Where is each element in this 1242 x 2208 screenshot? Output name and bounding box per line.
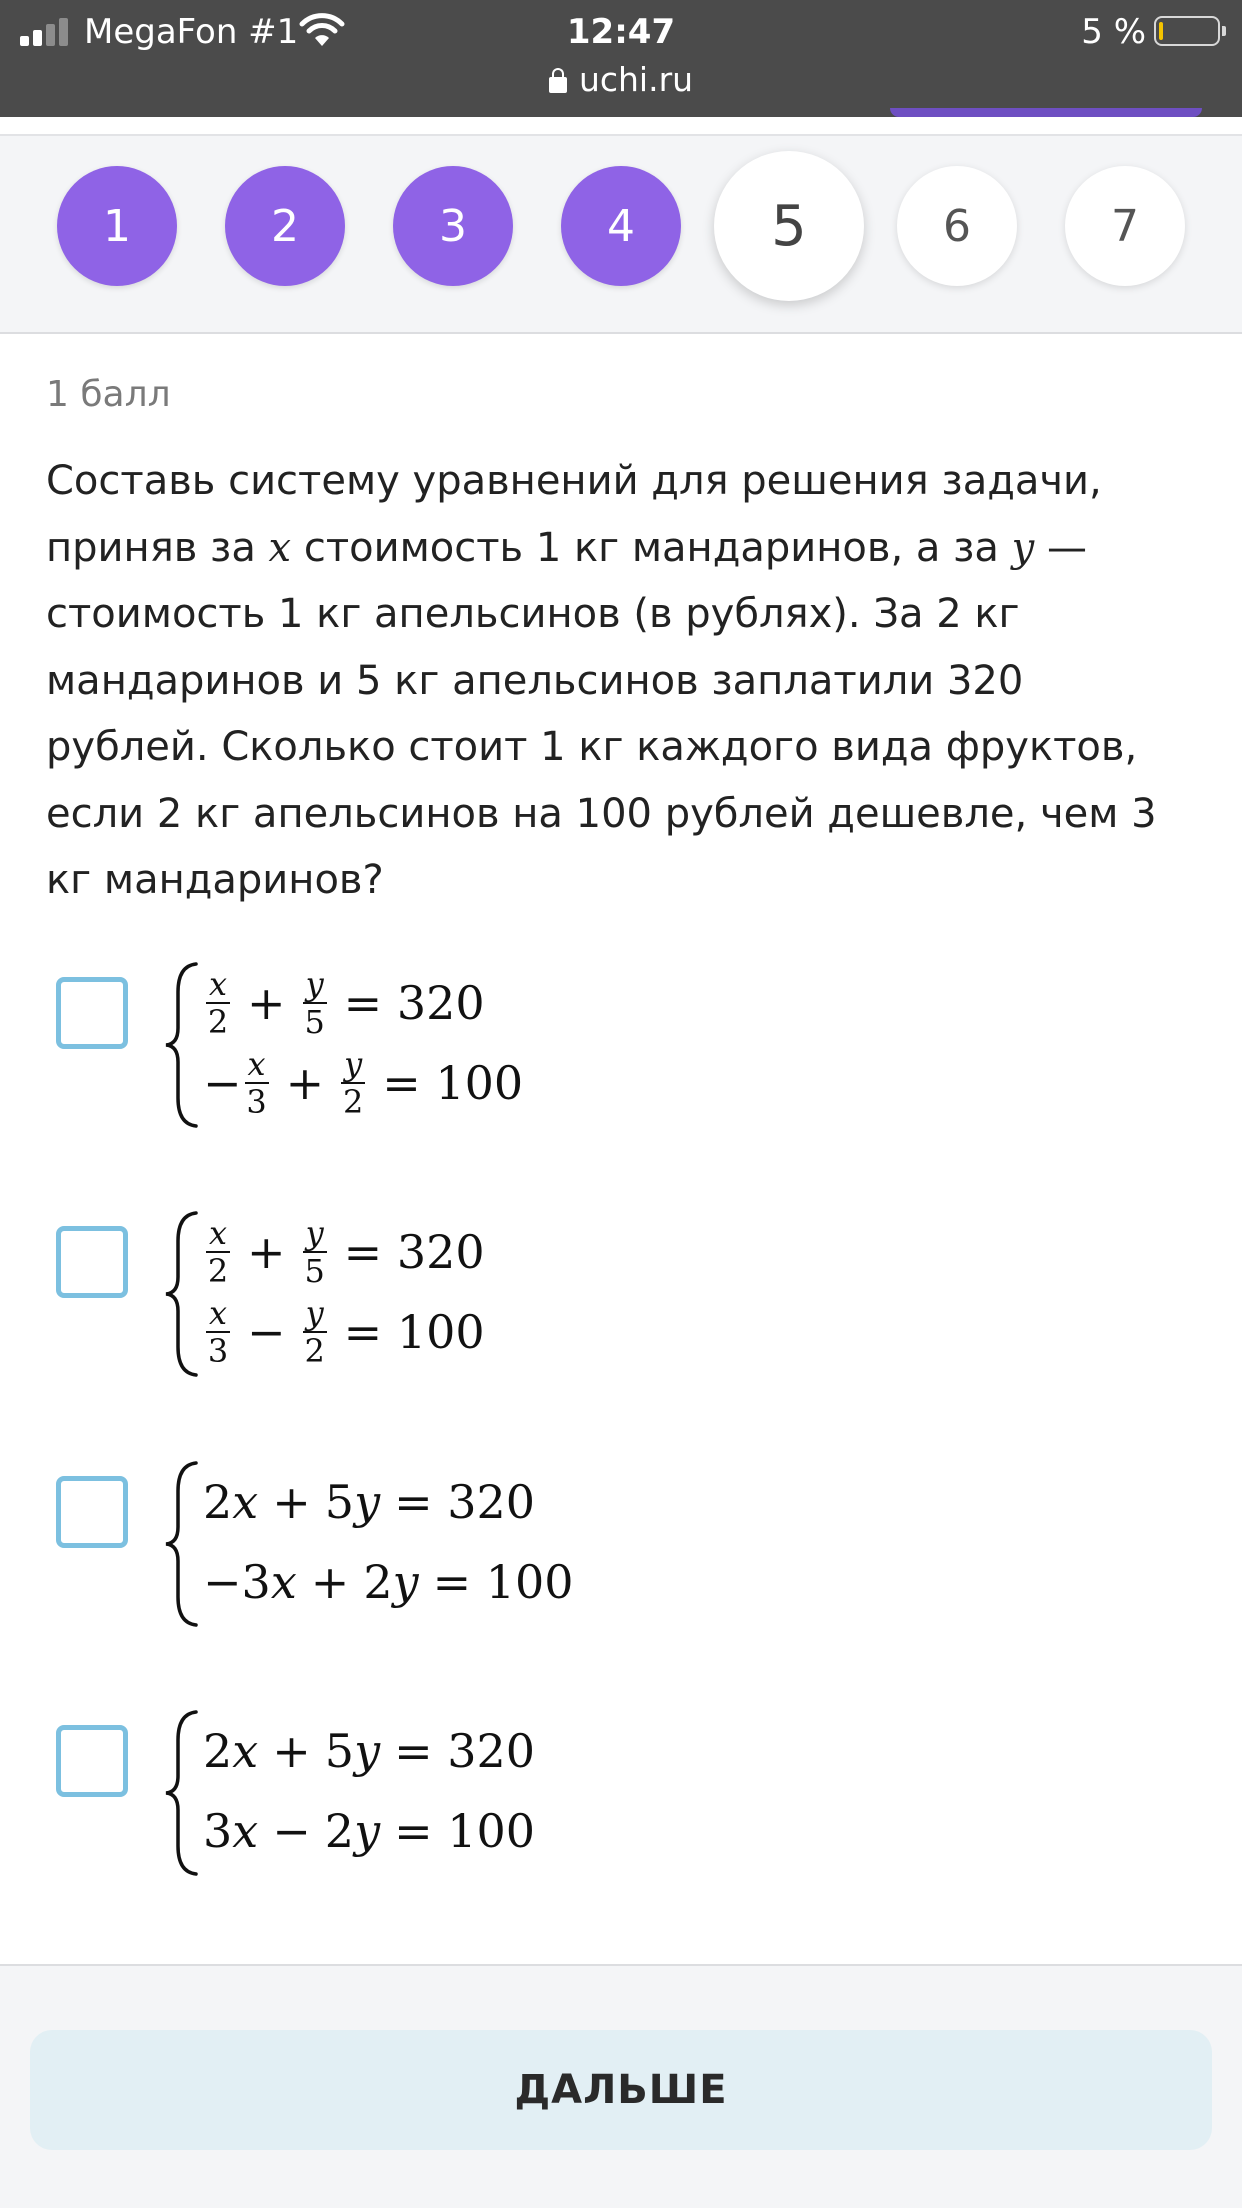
fraction (206, 965, 230, 1041)
answer-option-3[interactable] (0, 1459, 1242, 1649)
question-line: если 2 кг апельсинов на 100 рублей дешевле, чем 3 (46, 790, 1157, 837)
lock-icon (549, 77, 567, 93)
url-text: uchi.ru (578, 60, 694, 99)
brace-icon (162, 960, 204, 1130)
answer-option-4[interactable] (0, 1708, 1242, 1898)
brace-icon (162, 1209, 204, 1379)
right-hand-side: = 320 (343, 976, 485, 1030)
right-hand-side: = 320 (343, 1225, 485, 1279)
right-hand-side: = 100 (382, 1056, 524, 1110)
numerator: y (341, 1048, 365, 1084)
question-fragment: — (1034, 524, 1087, 571)
question-line: Составь систему уравнений для решения задачи, (46, 458, 1102, 504)
step-5-current[interactable]: 5 (714, 151, 864, 301)
brace-icon (162, 1459, 204, 1629)
numerator: x (206, 968, 230, 1004)
option-1-checkbox[interactable] (56, 977, 128, 1049)
variable: x (270, 1555, 297, 1609)
denominator: 3 (207, 1332, 229, 1370)
answer-option-1[interactable] (0, 960, 1242, 1150)
step-1[interactable]: 1 (57, 166, 177, 286)
operator: − (272, 1804, 311, 1858)
step-2[interactable]: 2 (225, 166, 345, 286)
equation-line (203, 1542, 574, 1622)
operator: + (310, 1555, 350, 1609)
question-line: рублей. Сколько стоит 1 кг каждого вида фруктов, (46, 724, 1138, 770)
equation-line (203, 1791, 535, 1871)
denominator: 2 (343, 1083, 364, 1121)
equation-line (203, 963, 485, 1043)
address-bar[interactable] (0, 58, 1242, 102)
equation-line (203, 1292, 485, 1372)
right-hand-side: = 100 (432, 1555, 574, 1609)
variable-y: y (1011, 524, 1035, 571)
coefficient: 3 (203, 1804, 233, 1858)
variable: x (232, 1804, 259, 1858)
operator: + (272, 1724, 311, 1778)
fraction (341, 1045, 365, 1121)
answer-option-2[interactable] (0, 1209, 1242, 1399)
denominator: 3 (246, 1083, 267, 1121)
equation-line (203, 1462, 535, 1542)
fraction (206, 1214, 230, 1290)
fraction (206, 1294, 230, 1370)
variable: y (354, 1724, 381, 1778)
step-3[interactable]: 3 (393, 166, 513, 286)
step-7[interactable]: 7 (1065, 166, 1185, 286)
question-fragment: стоимость 1 кг мандаринов, а за (291, 524, 1012, 571)
question-line: кг мандаринов? (46, 857, 384, 903)
numerator: x (206, 1217, 230, 1253)
numerator: x (245, 1048, 269, 1084)
question-line: мандаринов и 5 кг апельсинов заплатили 320 (46, 657, 1024, 704)
variable: x (232, 1724, 259, 1778)
option-2-checkbox[interactable] (56, 1226, 128, 1298)
variable: y (354, 1475, 381, 1529)
coefficient: 2 (203, 1475, 233, 1529)
coefficient: 2 (363, 1555, 393, 1609)
operator: + (285, 1056, 325, 1110)
operator: + (272, 1475, 311, 1529)
fraction (303, 965, 327, 1041)
fraction (303, 1294, 327, 1370)
coefficient: 2 (324, 1804, 355, 1858)
battery-icon (1154, 16, 1220, 46)
next-button[interactable]: ДАЛЬШЕ (30, 2030, 1212, 2150)
question-text (46, 448, 1206, 914)
denominator: 5 (304, 1003, 325, 1041)
carrier-name: MegaFon #1 (84, 12, 299, 52)
leading-sign: − (203, 1056, 242, 1110)
coefficient: −3 (203, 1555, 271, 1609)
numerator: y (303, 1297, 327, 1333)
coefficient: 5 (324, 1724, 355, 1778)
question-line (46, 515, 1206, 582)
denominator: 5 (304, 1252, 325, 1290)
right-hand-side: = 320 (394, 1475, 536, 1529)
brace-icon (162, 1708, 204, 1878)
variable: x (232, 1475, 259, 1529)
equation-line (203, 1043, 523, 1123)
fraction (303, 1214, 327, 1290)
variable: y (354, 1804, 381, 1858)
denominator: 2 (304, 1332, 325, 1370)
operator: − (247, 1305, 286, 1359)
numerator: y (303, 1217, 327, 1253)
fraction (245, 1045, 269, 1121)
header-button-edge (890, 108, 1202, 117)
operator: + (247, 976, 286, 1030)
right-hand-side: = 320 (394, 1724, 536, 1778)
step-navigator (0, 134, 1242, 334)
battery-percent: 5 % (1081, 12, 1146, 52)
coefficient: 5 (324, 1475, 355, 1529)
coefficient: 2 (203, 1724, 233, 1778)
denominator: 2 (207, 1252, 229, 1290)
option-4-checkbox[interactable] (56, 1725, 128, 1797)
step-4[interactable]: 4 (561, 166, 681, 286)
points-label: 1 балл (46, 374, 171, 415)
numerator: x (206, 1297, 230, 1333)
variable-x: x (268, 524, 292, 571)
right-hand-side: = 100 (343, 1305, 485, 1359)
operator: + (247, 1225, 286, 1279)
question-fragment: приняв за (46, 524, 269, 571)
equation-line (203, 1212, 485, 1292)
step-6[interactable]: 6 (897, 166, 1017, 286)
status-bar (0, 0, 1242, 117)
variable: y (392, 1555, 419, 1609)
equation-line (203, 1711, 535, 1791)
clock: 12:47 (566, 12, 676, 52)
option-3-checkbox[interactable] (56, 1476, 128, 1548)
question-line: стоимость 1 кг апельсинов (в рублях). За 2 кг (46, 591, 1020, 637)
footer-bar (0, 1964, 1242, 2208)
numerator: y (303, 968, 327, 1004)
denominator: 2 (207, 1003, 229, 1041)
right-hand-side: = 100 (394, 1804, 536, 1858)
